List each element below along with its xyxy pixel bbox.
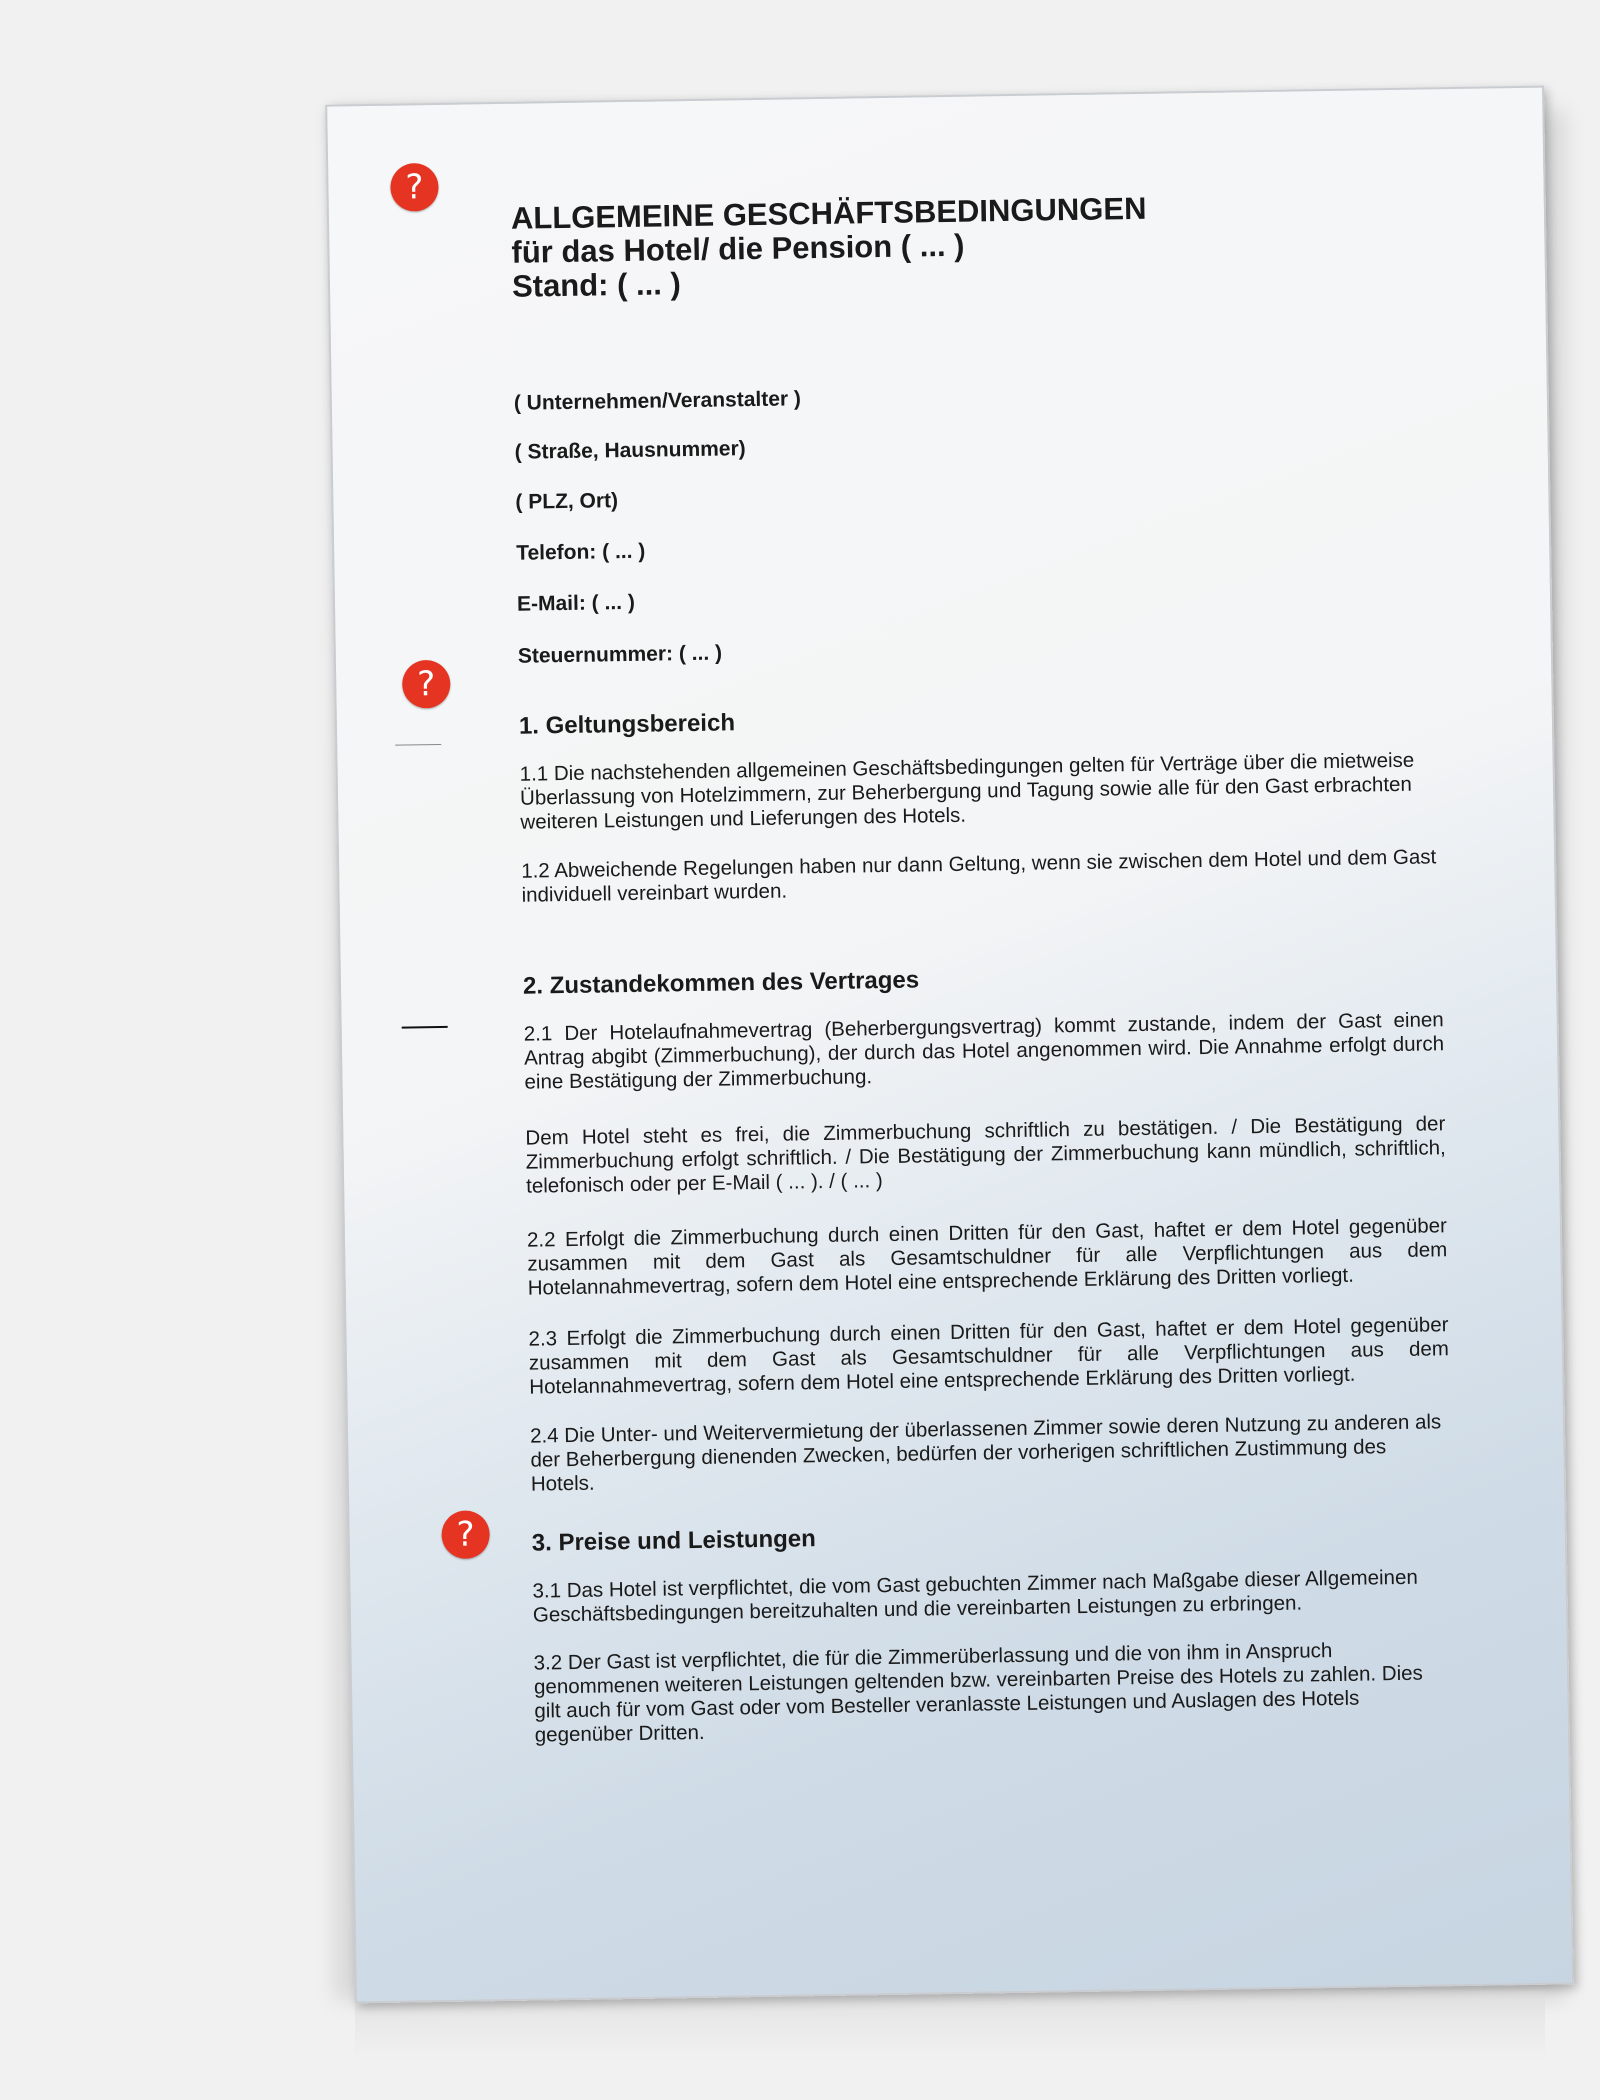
paragraph: Dem Hotel steht es frei, die Zimmerbuchung schriftlich zu bestätigen. / Die Bestätigung der Zimmerbuchung erfolgt schriftlich. / Die Bestätigung der Zimmerbuchung kann mündlich, schriftlich, telefonisch oder per E-Mail ( ... ). / ( ... ) (525, 1112, 1446, 1198)
paragraph: 1.2 Abweichende Regelungen haben nur dann Geltung, wenn sie zwischen dem Hotel und dem Gast individuell vereinbart wurden. (521, 845, 1437, 907)
section-heading: 1. Geltungsbereich (518, 709, 736, 740)
company-name: ( Unternehmen/Veranstalter ) (513, 387, 802, 415)
margin-marker (402, 1026, 448, 1029)
paragraph: 2.1 Der Hotelaufnahmevertrag (Beherbergungsvertrag) kommt zustande, indem der Gast einen Antrag abgibt (Zimmerbuchung), der durch das Hotel angenommen wird. Die Annahme erfolgt durch eine Bestätigung der Zimmerbuchung. (523, 1008, 1445, 1094)
phone-line: Telefon: ( ... ) (516, 539, 646, 565)
title-line: ALLGEMEINE GESCHÄFTSBEDINGUNGEN (510, 190, 1147, 236)
subtitle-line: für das Hotel/ die Pension ( ... ) (511, 227, 965, 270)
paragraph: 3.2 Der Gast ist verpflichtet, die für die Zimmerüberlassung und die von ihm in Anspruch genommenen weiteren Leistungen geltenden bzw. vereinbarten Preise des Hotels zu zahlen. Dies gilt auch für vom Gast oder vom Besteller veranlasste Leistungen und Auslagen des Hotels gegenüber Dritten. (533, 1639, 1424, 1747)
help-question-icon[interactable]: ? (402, 660, 451, 709)
street-address: ( Straße, Hausnummer) (514, 437, 746, 464)
email-line: E-Mail: ( ... ) (516, 590, 636, 616)
document-page (325, 86, 1574, 2004)
document-title (511, 189, 1333, 304)
paragraph: 1.1 Die nachstehenden allgemeinen Geschäftsbedingungen gelten für Verträge über die mietweise Überlassung von Hotelzimmern, zur Beherbergung und Tagung sowie alle für den Gast erbrachten weiteren Leistungen und Lieferungen des Hotels. (519, 748, 1415, 834)
help-question-icon[interactable]: ? (390, 163, 439, 212)
status-line: Stand: ( ... ) (511, 266, 682, 304)
section-heading: 2. Zustandekommen des Vertrages (522, 966, 920, 1000)
paragraph: 2.3 Erfolgt die Zimmerbuchung durch einen Dritten für den Gast, haftet er dem Hotel gegenüber zusammen mit dem Gast als Gesamtschuldner für alle Verpflichtungen aus dem Hotelannahmevertrag, sofern dem Hotel eine entsprechende Erklärung des Dritten vorliegt. (528, 1313, 1450, 1399)
paragraph: 2.2 Erfolgt die Zimmerbuchung durch einen Dritten für den Gast, haftet er dem Hotel gegenüber zusammen mit dem Gast als Gesamtschuldner für alle Verpflichtungen aus dem Hotelannahmevertrag, sofern dem Hotel eine entsprechende Erklärung des Dritten vorliegt. (526, 1214, 1448, 1300)
paragraph: 3.1 Das Hotel ist verpflichtet, die vom Gast gebuchten Zimmer nach Maßgabe dieser Allgemeinen Geschäftsbedingungen bereitzuhalten und die vereinbarten Leistungen zu erbringen. (532, 1565, 1418, 1627)
margin-marker (395, 744, 441, 746)
tax-number-line: Steuernummer: ( ... ) (517, 641, 723, 668)
paragraph: 2.4 Die Unter- und Weitervermietung der überlassenen Zimmer sowie deren Nutzung zu anderen als der Beherbergung dienenden Zwecken, bedürfen der vorherigen schriftlichen Zustimmung des Hotels. (529, 1410, 1442, 1496)
help-question-icon[interactable]: ? (441, 1510, 490, 1559)
section-heading: 3. Preise und Leistungen (531, 1525, 817, 1557)
city-address: ( PLZ, Ort) (515, 489, 619, 514)
